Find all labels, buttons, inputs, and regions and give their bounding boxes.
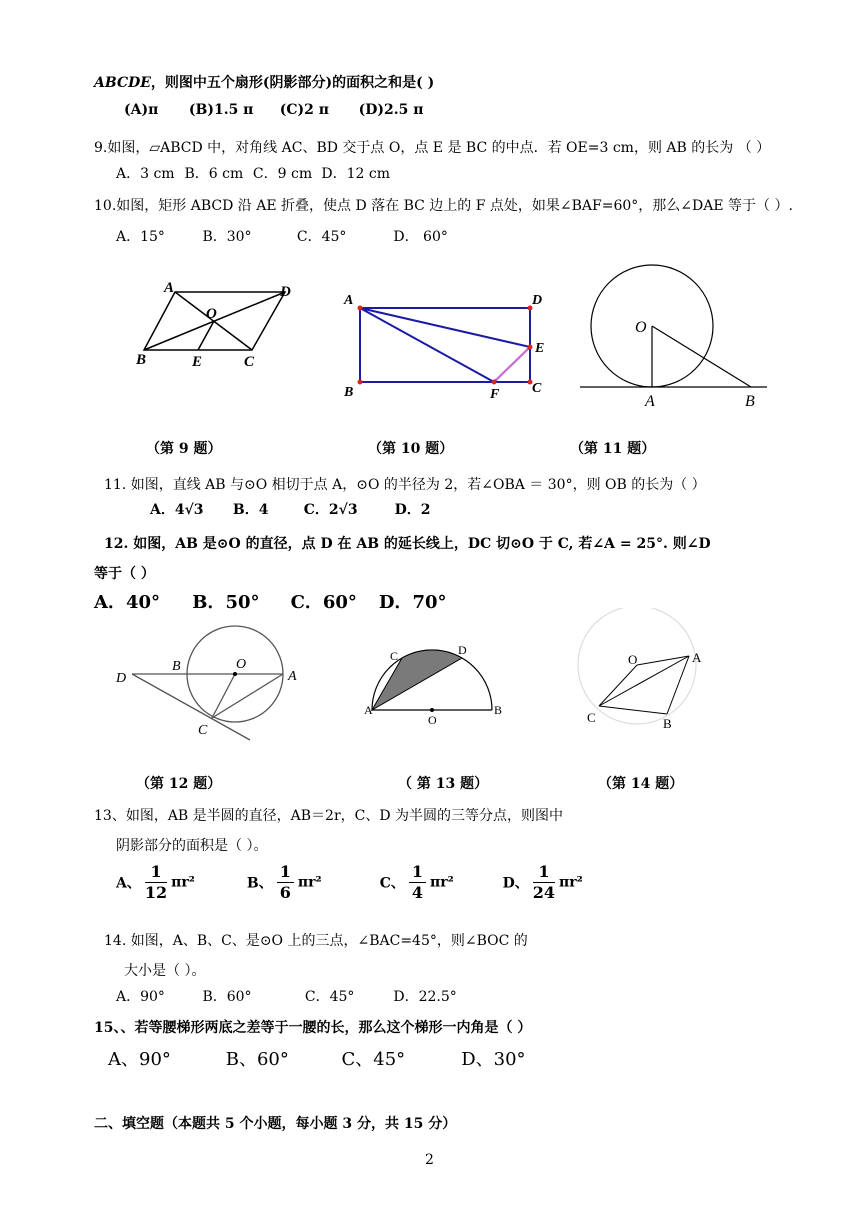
fig9-label-c: C [244, 354, 255, 370]
fig9-label-a: A [164, 280, 175, 296]
fig14-caption: （第 14 题） [598, 776, 684, 792]
fig14-label-o: O [628, 652, 638, 667]
q14-option-c: C．45° [304, 989, 355, 1005]
q13-option-b: B、 $\frac{1}{6}$ πr² [246, 862, 322, 902]
fig13-label-o: O [428, 713, 437, 727]
q12-option-d: D．70° [378, 592, 447, 613]
q8-option-a: (A)π [124, 102, 159, 118]
q8-option-b: (B)1.5 π [188, 102, 254, 118]
fig9-label-b: B [136, 352, 147, 368]
q9-option-c: C．9 cm [252, 166, 313, 182]
q11-option-b: B．4 [232, 502, 269, 518]
q8-text: ，则图中五个扇形(阴影部分)的面积之和是( ) [150, 75, 435, 91]
fig12-label-o: O [236, 657, 247, 672]
q11-stem: 11. 如图，直线 AB 与⊙O 相切于点 A，⊙O 的半径为 2，若∠OBA ＝ 30°，则 OB 的长为（ ） [104, 477, 706, 493]
fig14-label-a: A [692, 650, 702, 665]
q10-options [116, 226, 448, 246]
q10-option-d: D． 60° [393, 229, 448, 245]
figure-14 [575, 608, 725, 733]
q15-option-d: D、30° [461, 1049, 526, 1070]
q12-option-a: A．40° [94, 592, 161, 613]
q13-stem: 13、如图，AB 是半圆的直径，AB＝2r，C、D 为半圆的三等分点，则图中 [94, 808, 564, 824]
figure-9 [130, 278, 310, 373]
q10-option-b: B．30° [202, 229, 252, 245]
q13-stem-2: 阴影部分的面积是（ ）。 [116, 838, 268, 854]
q8-option-c: (C)2 π [279, 102, 330, 118]
q13-option-c: C、 $\frac{1}{4}$ πr² [379, 862, 454, 902]
q10-option-c: C．45° [296, 229, 347, 245]
fig10-label-b: B [344, 385, 354, 400]
section-2-heading: 二、填空题（本题共 5 个小题，每小题 3 分，共 15 分） [94, 1116, 457, 1132]
q15-option-a: A、90° [108, 1049, 171, 1070]
q8-stem [94, 72, 434, 92]
fig13-caption: （ 第 13 题） [398, 776, 489, 792]
fig11-label-a: A [645, 393, 655, 410]
q10-stem: 10.如图，矩形 ABCD 沿 AE 折叠，使点 D 落在 BC 边上的 F 点处，如果∠BAF=60°，那么∠DAE 等于（ ）. [94, 198, 793, 214]
q14-stem: 14. 如图，A、B、C、是⊙O 上的三点，∠BAC=45°，则∠BOC 的 [104, 933, 528, 949]
q8-options [124, 102, 424, 118]
fig12-label-c: C [198, 723, 208, 738]
q11-options [150, 499, 431, 519]
q13-option-d: D、 $\frac{1}{24}$ πr² [502, 862, 583, 902]
q12-stem-2: 等于（ ） [94, 566, 155, 582]
fig12-label-b: B [172, 659, 181, 674]
fig13-label-c: C [390, 649, 399, 663]
fig12-caption: （第 12 题） [136, 776, 222, 792]
q13-options [116, 862, 583, 903]
q14-option-a: A．90° [116, 989, 165, 1005]
fig13-label-d: D [458, 643, 467, 657]
fig10-label-d: D [532, 293, 543, 308]
q8-prefix: ABCDE [94, 75, 151, 91]
q15-stem: 15、、若等腰梯形两底之差等于一腰的长，那么这个梯形一内角是（ ） [94, 1020, 532, 1036]
q14-option-b: B．60° [202, 989, 252, 1005]
q9-options [116, 163, 390, 183]
fig10-label-f: F [490, 387, 500, 402]
q14-stem-2: 大小是（ ）。 [124, 963, 206, 979]
q11-option-c: C．2√3 [303, 502, 358, 518]
q11-option-a: A．4√3 [150, 502, 204, 518]
q8-option-d: (D)2.5 π [358, 102, 424, 118]
fig12-label-d: D [116, 671, 127, 686]
q13-option-a: A、 $\frac{1}{12}$ πr² [116, 862, 195, 902]
q12-options [94, 588, 447, 614]
fig11-label-b: B [745, 393, 755, 410]
fig10-label-e: E [535, 341, 545, 356]
fig12-label-a: A [288, 669, 297, 684]
q11-option-d: D．2 [394, 502, 431, 518]
q9-option-a: A．3 cm [116, 166, 175, 182]
q9-stem: 9.如图，▱ABCD 中，对角线 AC、BD 交于点 O，点 E 是 BC 的中点．若 OE=3 cm，则 AB 的长为 （ ） [94, 140, 771, 156]
fig14-label-b: B [663, 716, 672, 731]
fig14-label-c: C [587, 710, 596, 725]
fig9-label-d: D [280, 284, 291, 300]
fig11-label-o: O [635, 319, 647, 336]
figure-11 [575, 258, 775, 413]
fig10-label-c: C [532, 381, 542, 396]
q15-options [108, 1045, 526, 1071]
figure-13 [362, 636, 512, 728]
fig10-label-a: A [344, 293, 354, 308]
q10-option-a: A．15° [116, 229, 165, 245]
fig13-label-a: A [364, 703, 373, 717]
figure-12 [110, 620, 315, 745]
fig9-label-e: E [192, 354, 203, 370]
q14-options [116, 986, 457, 1006]
fig10-caption: （第 10 题） [368, 441, 454, 457]
fig9-label-o: O [206, 306, 217, 322]
q12-option-b: B．50° [192, 592, 260, 613]
q9-option-d: D．12 cm [321, 166, 390, 182]
page-number: 2 [425, 1152, 434, 1168]
q15-option-b: B、60° [225, 1049, 289, 1070]
q9-option-b: B．6 cm [184, 166, 244, 182]
fig13-label-b: B [494, 703, 503, 717]
q15-option-c: C、45° [341, 1049, 406, 1070]
figure-10 [338, 288, 558, 403]
q14-option-d: D．22.5° [393, 989, 457, 1005]
q12-option-c: C．60° [290, 592, 357, 613]
q12-stem: 12. 如图，AB 是⊙O 的直径，点 D 在 AB 的延长线上，DC 切⊙O 于 C, 若∠A = 25°. 则∠D [104, 536, 711, 552]
fig11-caption: （第 11 题） [570, 441, 656, 457]
fig9-caption: （第 9 题） [146, 441, 222, 457]
